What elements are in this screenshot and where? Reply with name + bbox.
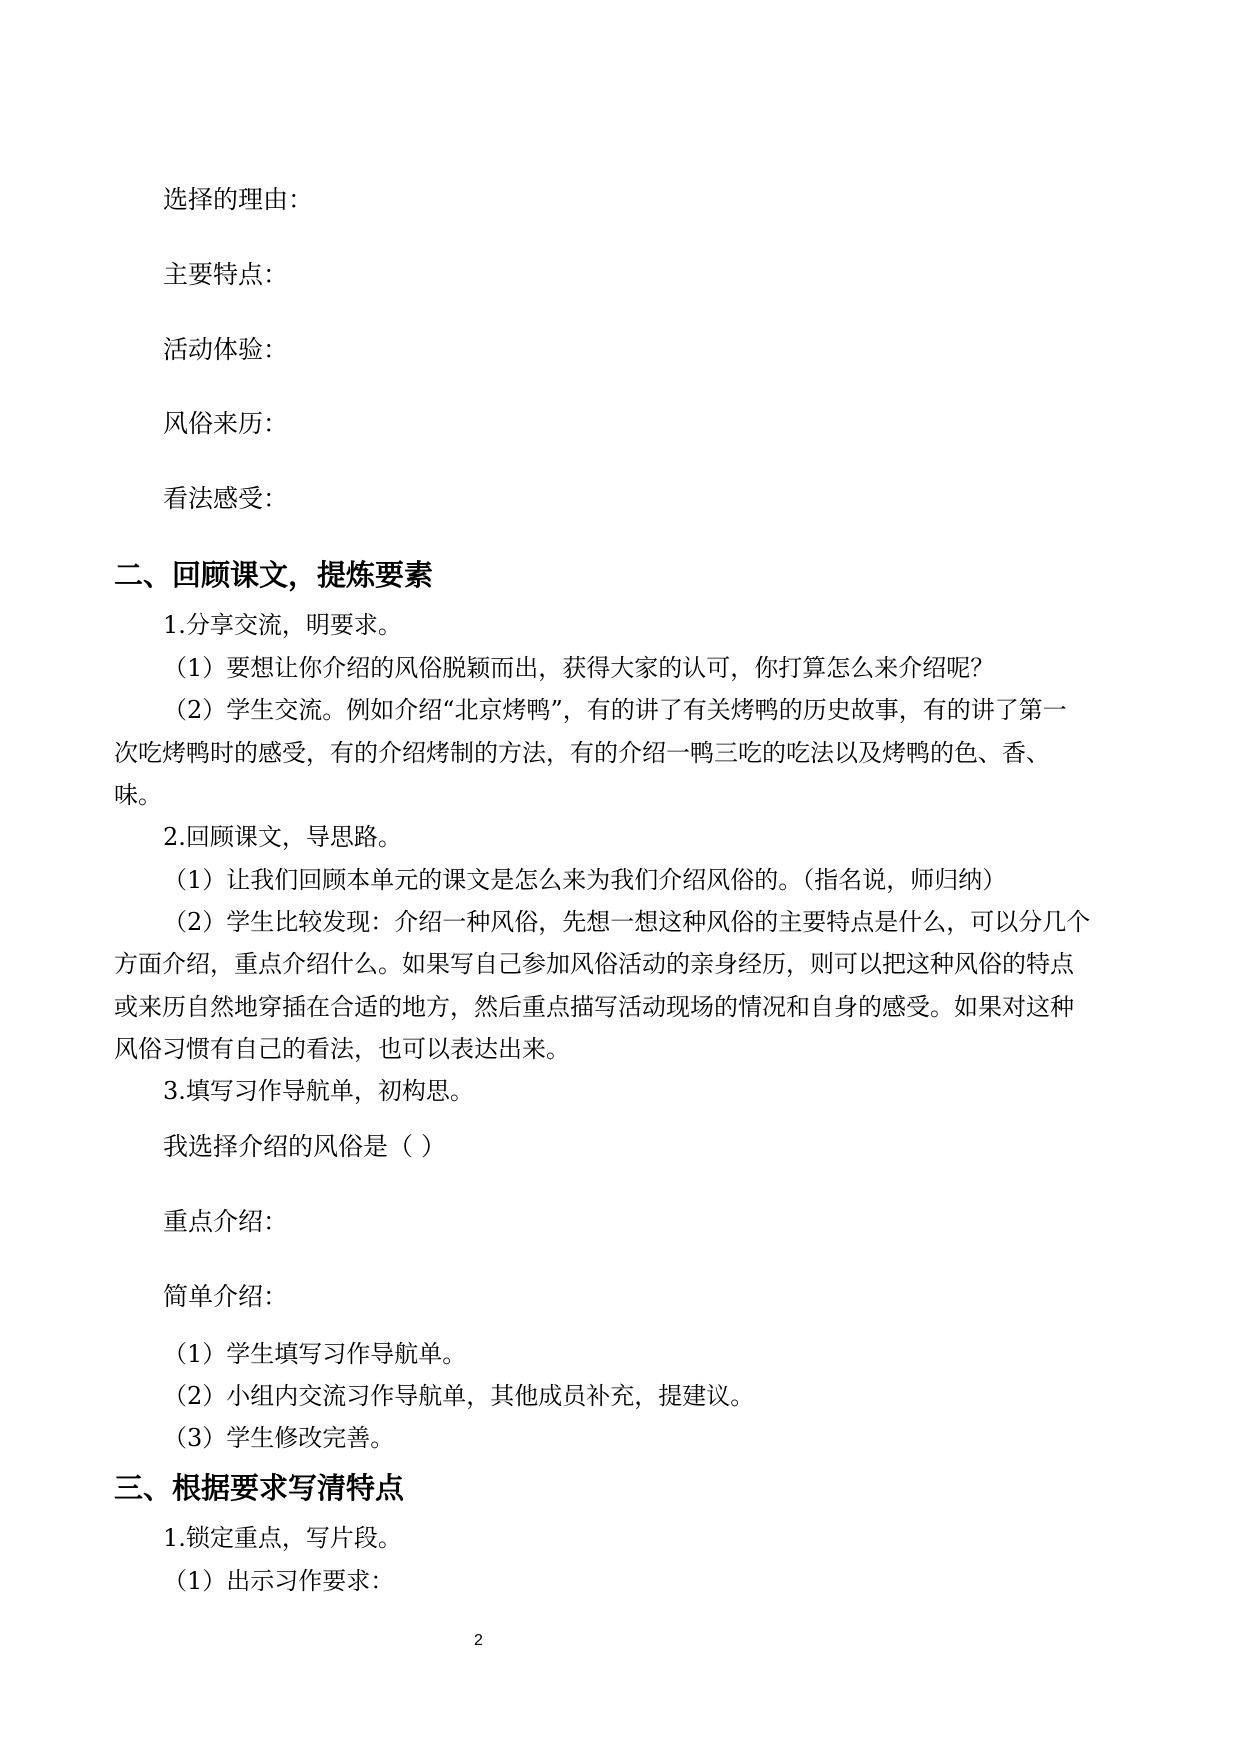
paragraph-line: （1）学生填写习作导航单。 xyxy=(163,1340,467,1368)
paragraph-line: （2）学生交流。例如介绍“北京烤鸭”，有的讲了有关烤鸭的历史故事，有的讲了第一 xyxy=(163,696,1067,724)
paragraph-line: （1）让我们回顾本单元的课文是怎么来为我们介绍风俗的。（指名说，师归纳） xyxy=(163,866,1007,894)
section-heading-write: 三、根据要求写清特点 xyxy=(114,1471,405,1505)
section-heading-review: 二、回顾课文，提炼要素 xyxy=(114,558,434,592)
page-number: 2 xyxy=(474,1632,483,1649)
paragraph-line: （2）学生比较发现：介绍一种风俗，先想一想这种风俗的主要特点是什么，可以分几个 xyxy=(163,908,1091,936)
subsection-title: 1.锁定重点，写片段。 xyxy=(163,1524,402,1552)
paragraph-line: （1）要想让你介绍的风俗脱颖而出，获得大家的认可，你打算怎么来介绍呢？ xyxy=(163,654,995,682)
form-label-focus: 重点介绍： xyxy=(163,1207,289,1236)
paragraph-line: 方面介绍，重点介绍什么。如果写自己参加风俗活动的亲身经历，则可以把这种风俗的特点 xyxy=(114,950,1074,978)
form-label-brief: 简单介绍： xyxy=(163,1282,289,1311)
paragraph-line: （3）学生修改完善。 xyxy=(163,1424,395,1452)
paragraph-line: 或来历自然地穿插在合适的地方，然后重点描写活动现场的情况和自身的感受。如果对这种 xyxy=(114,993,1074,1021)
subsection-title: 3.填写习作导航单，初构思。 xyxy=(163,1077,474,1105)
paragraph-line: 风俗习惯有自己的看法，也可以表达出来。 xyxy=(114,1035,570,1063)
subsection-title: 1.分享交流，明要求。 xyxy=(163,611,402,639)
form-label-choice: 我选择介绍的风俗是（ ） xyxy=(163,1132,446,1161)
form-label-origin: 风俗来历： xyxy=(163,409,289,438)
paragraph-line: （2）小组内交流习作导航单，其他成员补充，提建议。 xyxy=(163,1382,755,1410)
paragraph-line: 次吃烤鸭时的感受，有的介绍烤制的方法，有的介绍一鸭三吃的吃法以及烤鸭的色、香、 xyxy=(114,739,1050,767)
form-label-reason: 选择的理由： xyxy=(163,185,314,214)
form-label-feelings: 看法感受： xyxy=(163,484,289,513)
form-label-features: 主要特点： xyxy=(163,260,289,289)
form-label-experience: 活动体验： xyxy=(163,335,289,364)
paragraph-line: （1）出示习作要求： xyxy=(163,1567,395,1595)
paragraph-line: 味。 xyxy=(114,781,162,809)
subsection-title: 2.回顾课文，导思路。 xyxy=(163,823,402,851)
